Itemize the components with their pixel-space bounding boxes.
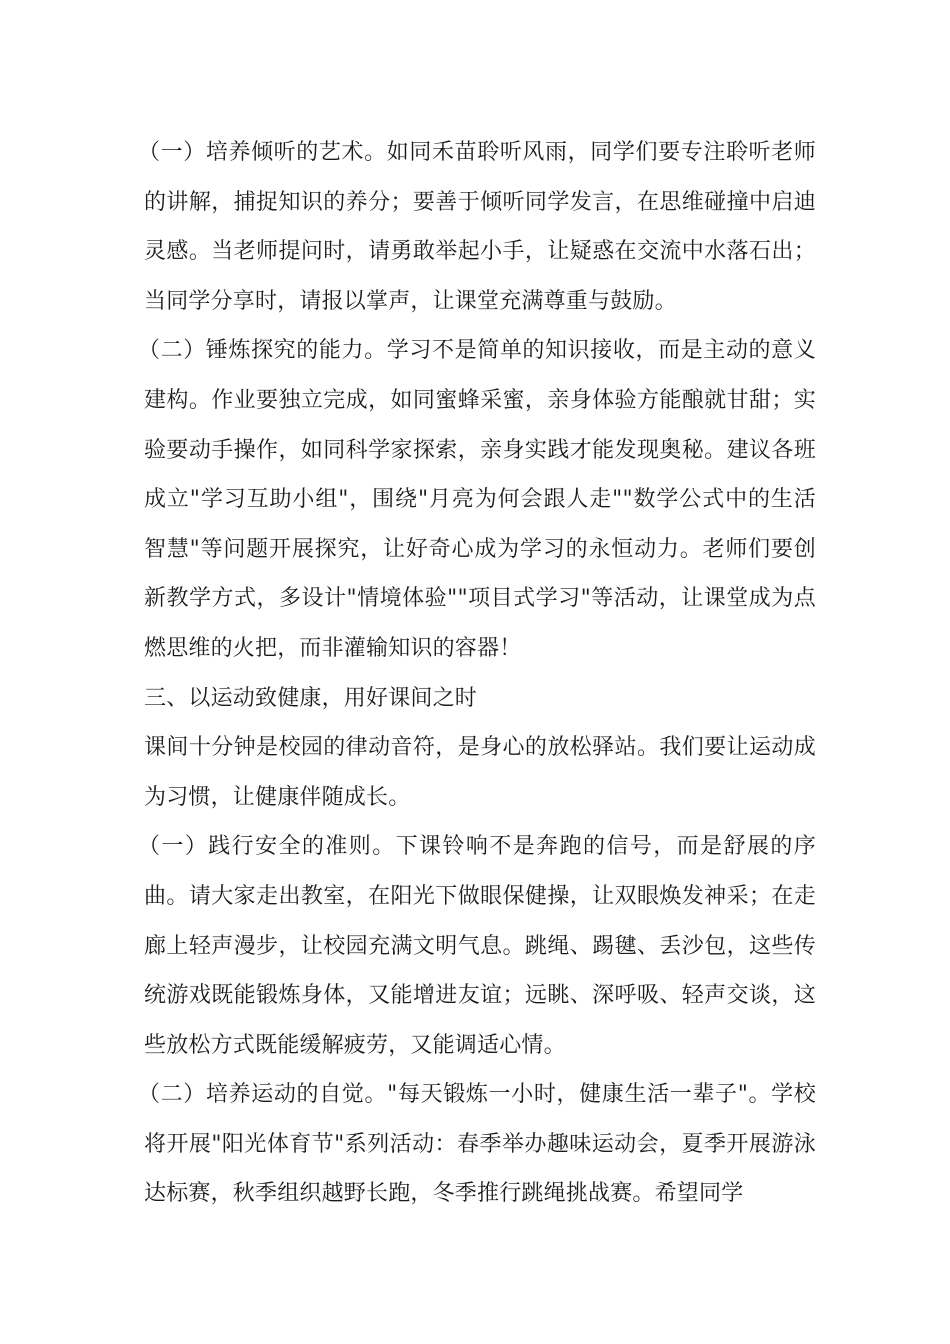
- paragraph-safety: （一）践行安全的准则。下课铃响不是奔跑的信号，而是舒展的序曲。请大家走出教室，在阳光下做眼保健操，让双眼焕发神采；在走廊上轻声漫步，让校园充满文明气息。跳绳、踢毽、丢沙包，这些传统游戏既能锻炼身体，又能增进友谊；远眺、深呼吸、轻声交谈，这些放松方式既能缓解疲劳，又能调适心情。: [138, 834, 816, 1058]
- document-body: [138, 128, 816, 1219]
- paragraph-inquiry: （二）锤炼探究的能力。学习不是简单的知识接收，而是主动的意义建构。作业要独立完成，如同蜜蜂采蜜，亲身体验方能酿就甘甜；实验要动手操作，如同科学家探索，亲身实践才能发现奥秘。建议各班成立"学习互助小组"，围绕"月亮为何会跟人走""数学公式中的生活智慧"等问题开展探究，让好奇心成为学习的永恒动力。老师们要创新教学方式，多设计"情境体验""项目式学习"等活动，让课堂成为点燃思维的火把，而非灌输知识的容器！: [138, 338, 816, 661]
- section-heading-exercise: 三、以运动致健康，用好课间之时: [144, 685, 478, 711]
- paragraph-sports: （二）培养运动的自觉。"每天锻炼一小时，健康生活一辈子"。学校将开展"阳光体育节"系列活动：春季举办趣味运动会，夏季开展游泳达标赛，秋季组织越野长跑，冬季推行跳绳挑战赛。希望同学: [138, 1082, 816, 1207]
- paragraph-recess-intro: 课间十分钟是校园的律动音符，是身心的放松驿站。我们要让运动成为习惯，让健康伴随成长。: [144, 735, 816, 810]
- paragraph-listening: （一）培养倾听的艺术。如同禾苗聆听风雨，同学们要专注聆听老师的讲解，捕捉知识的养分；要善于倾听同学发言，在思维碰撞中启迪灵感。当老师提问时，请勇敢举起小手，让疑惑在交流中水落石出；当同学分享时，请报以掌声，让课堂充满尊重与鼓励。: [138, 140, 816, 314]
